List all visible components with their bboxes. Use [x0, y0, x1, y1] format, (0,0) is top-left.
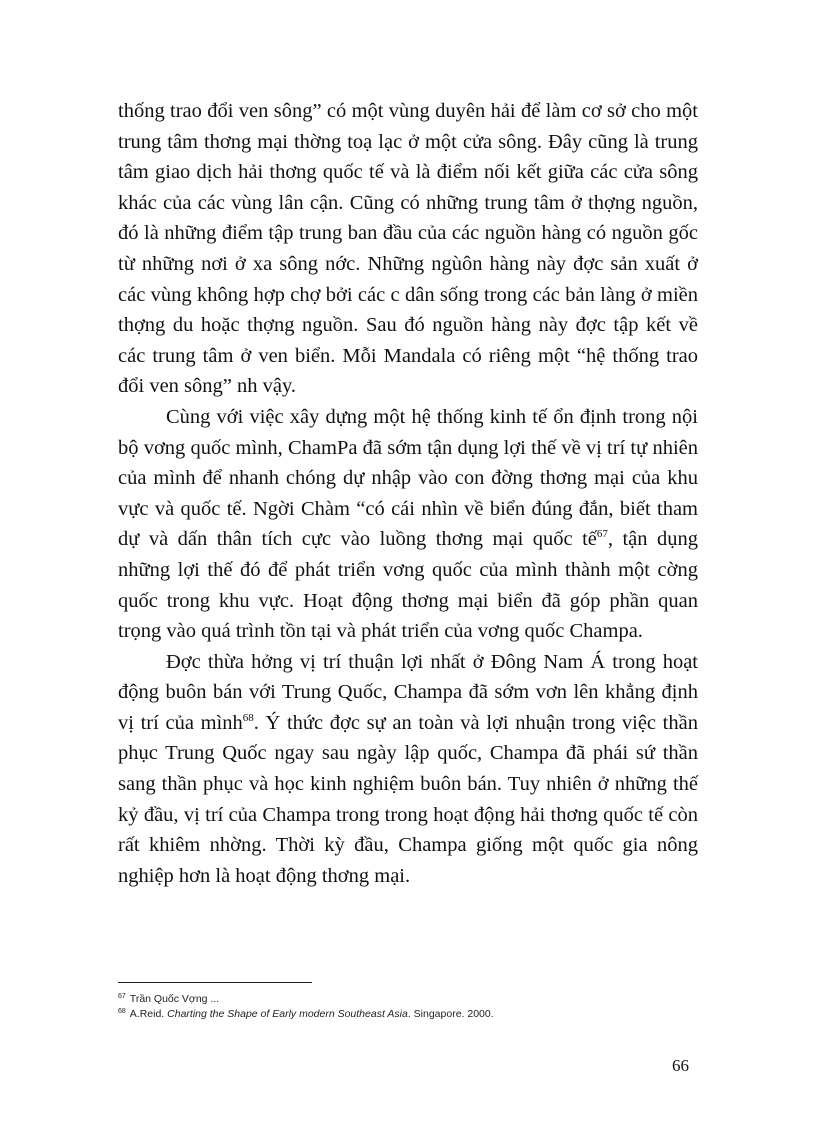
- paragraph-2-text-after: , tận dụng những lợi thế đó để phát triển vơng quốc của mình thành một cờng quốc trong khu vực. Hoạt động thơng mại biển đã góp phần quan trọng vào quá trình tồn tại và phát triển của vơng quốc Champa.: [118, 528, 698, 643]
- footnote-ref-67[interactable]: 67: [596, 528, 608, 541]
- paragraph-3: [118, 647, 698, 892]
- paragraph-1-text: thống trao đổi ven sông” có một vùng duyên hải để làm cơ sở cho một trung tâm thơng mại thờng toạ lạc ở một cửa sông. Đây cũng là trung tâm giao dịch hải thơng quốc tế và là điểm nối kết giữa các cửa sông khác của các vùng lân cận. Cũng có những trung tâm ở thợng nguồn, đó là những điểm tập trung ban đầu của các nguồn hàng có nguồn gốc từ những nơi ở xa sông nớc. Những ngùôn hàng này đợc sản xuất ở các vùng không hợp chợ bởi các c dân sống trong các bản làng ở miền thợng du hoặc thợng nguồn. Sau đó nguồn hàng này đợc tập kết về các trung tâm ở ven biển. Mỗi Mandala có riêng một “hệ thống trao đổi ven sông” nh vậy.: [118, 100, 698, 398]
- footnote-publication: . Singapore. 2000.: [407, 1008, 494, 1020]
- paragraph-3-text-after: . Ý thức đợc sự an toàn và lợi nhuận trong việc thần phục Trung Quốc ngay sau ngày lập quốc, Champa đã phái sứ thần sang thần phục và học kinh nghiệm buôn bán. Tuy nhiên ở những thế kỷ đầu, vị trí của Champa trong trong hoạt động hải thơng quốc tế còn rất khiêm nhờng. Thời kỳ đầu, Champa giống một quốc gia nông nghiệp hơn là hoạt động thơng mại.: [118, 711, 698, 887]
- footnote-68: [118, 1007, 698, 1022]
- footnote-book-title: Charting the Shape of Early modern Southeast Asia: [167, 1008, 408, 1020]
- page-body: [118, 96, 698, 891]
- paragraph-1: [118, 96, 698, 402]
- paragraph-2: [118, 402, 698, 647]
- page-number: 66: [672, 1056, 689, 1075]
- footnote-number: 67: [118, 992, 126, 1000]
- footnote-divider: [118, 982, 312, 983]
- footnote-67: [118, 992, 698, 1007]
- footnotes: [118, 992, 698, 1022]
- footnote-text: Trần Quốc Vợng ...: [129, 993, 220, 1005]
- paragraph-2-text-before: Cùng với việc xây dựng một hệ thống kinh tế ổn định trong nội bộ vơng quốc mình, ChamPa đã sớm tận dụng lợi thế về vị trí tự nhiên của mình để nhanh chóng dự nhập vào con đờng thơng mại của khu vực và quốc tế. Ngời Chàm “có cái nhìn về biển đúng đắn, biết tham dự và dấn thân tích cực vào luồng thơng mại quốc tế: [118, 405, 698, 551]
- footnote-author: A.Reid.: [129, 1008, 168, 1020]
- footnote-ref-68[interactable]: 68: [242, 712, 254, 725]
- paragraph-3-text-before: Đợc thừa hởng vị trí thuận lợi nhất ở Đông Nam Á trong hoạt động buôn bán với Trung Quốc, Champa đã sớm vơn lên khẳng định vị trí của mình: [118, 650, 698, 734]
- footnote-number: 68: [118, 1007, 126, 1015]
